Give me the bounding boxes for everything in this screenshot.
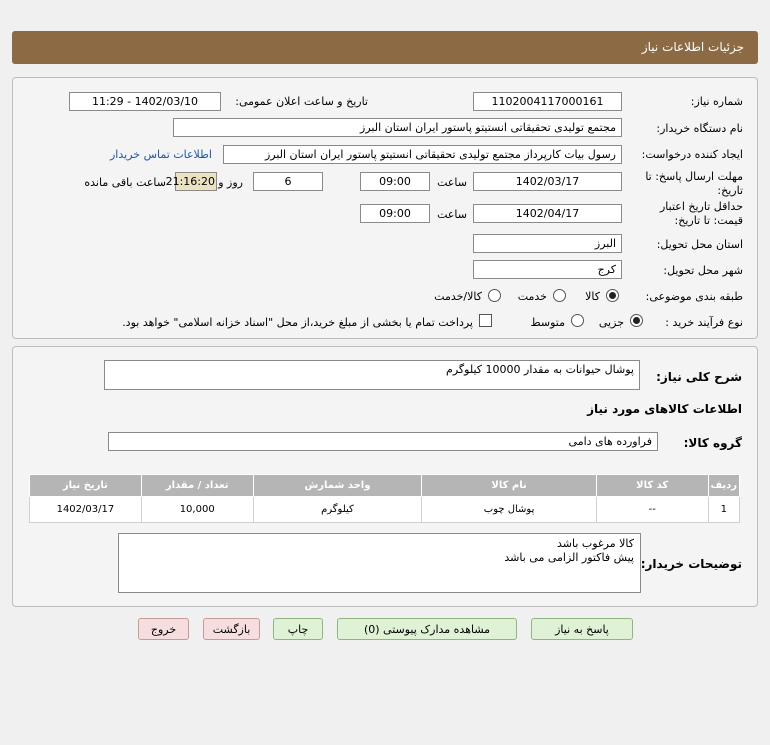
creator-field: رسول بیات کارپرداز مجتمع تولیدی تحقیقاتی انستیتو پاستور ایران استان البرز bbox=[223, 145, 622, 164]
city-label: شهر محل تحویل: bbox=[663, 264, 743, 277]
validity-date-field: 1402/04/17 bbox=[473, 204, 622, 223]
summary-field: پوشال حیوانات به مقدار 10000 کیلوگرم bbox=[104, 360, 640, 390]
need-number-field: 1102004117000161 bbox=[473, 92, 622, 111]
col-unit-header: واحد شمارش bbox=[253, 475, 422, 497]
treasury-payment-note: پرداخت تمام یا بخشی از مبلغ خرید،از محل "اسناد خزانه اسلامی" خواهد بود. bbox=[122, 316, 473, 329]
buyer-notes-line-2: پیش فاکتور الزامی می باشد bbox=[504, 551, 634, 564]
treasury-payment-checkbox[interactable] bbox=[479, 314, 492, 327]
goods-table bbox=[29, 474, 740, 523]
need-number-label: شماره نیاز: bbox=[690, 95, 743, 108]
col-code-header: کد کالا bbox=[596, 475, 708, 497]
page-header bbox=[12, 31, 758, 64]
remaining-time-field: 21:16:20 bbox=[175, 172, 217, 191]
announce-label: تاریخ و ساعت اعلان عمومی: bbox=[235, 95, 368, 108]
col-date-header: تاریخ نیاز bbox=[30, 475, 142, 497]
validity-time-field: 09:00 bbox=[360, 204, 430, 223]
col-row-header: ردیف bbox=[708, 475, 739, 497]
goods-table-header bbox=[30, 475, 740, 497]
category-goods-radio[interactable] bbox=[606, 289, 619, 302]
process-medium-radio[interactable] bbox=[571, 314, 584, 327]
validity-label-line2: قیمت: تا تاریخ: bbox=[674, 214, 743, 227]
process-label: نوع فرآیند خرید : bbox=[665, 316, 743, 329]
validity-time-label: ساعت bbox=[437, 208, 467, 221]
province-label: استان محل تحویل: bbox=[656, 238, 743, 251]
print-button[interactable]: چاپ bbox=[273, 618, 323, 640]
days-label: روز و bbox=[218, 176, 243, 189]
row-number-cell: 1 bbox=[708, 497, 739, 523]
attachments-button[interactable]: مشاهده مدارک پیوستی (0) bbox=[337, 618, 517, 640]
category-service-radio[interactable] bbox=[553, 289, 566, 302]
province-field: البرز bbox=[473, 234, 622, 253]
buyer-label: نام دستگاه خریدار: bbox=[656, 122, 743, 135]
quantity-cell: 10,000 bbox=[141, 497, 253, 523]
category-label: طبقه بندی موضوعی: bbox=[645, 290, 743, 303]
process-minor-label: جزیی bbox=[598, 316, 624, 329]
category-goods-service-radio[interactable] bbox=[488, 289, 501, 302]
announce-datetime-field: 1402/03/10 - 11:29 bbox=[69, 92, 221, 111]
goods-group-field: فراورده های دامی bbox=[108, 432, 658, 451]
need-date-cell: 1402/03/17 bbox=[30, 497, 142, 523]
buyer-notes-label: توضیحات خریدار: bbox=[640, 557, 742, 571]
validity-label-line1: حداقل تاریخ اعتبار bbox=[659, 200, 743, 213]
creator-label: ایجاد کننده درخواست: bbox=[641, 148, 743, 161]
buyer-notes-line-1: کالا مرغوب باشد bbox=[556, 537, 634, 550]
category-goods-service-label: کالا/خدمت bbox=[434, 290, 482, 303]
table-row bbox=[30, 497, 740, 523]
summary-label: شرح کلی نیاز: bbox=[656, 370, 742, 384]
unit-cell: کیلوگرم bbox=[253, 497, 422, 523]
deadline-label: مهلت ارسال پاسخ: تا تاریخ: bbox=[645, 170, 743, 197]
days-remaining-field: 6 bbox=[253, 172, 323, 191]
col-quantity-header: تعداد / مقدار bbox=[141, 475, 253, 497]
reply-button[interactable]: پاسخ به نیاز bbox=[531, 618, 633, 640]
page-title: جزئیات اطلاعات نیاز bbox=[641, 40, 744, 54]
goods-info-title: اطلاعات کالاهای مورد نیاز bbox=[587, 402, 742, 416]
category-goods-label: کالا bbox=[585, 290, 600, 303]
buyer-field: مجتمع تولیدی تحقیقاتی انستیتو پاستور ایران استان البرز bbox=[173, 118, 622, 137]
goods-name-cell: پوشال چوب bbox=[422, 497, 596, 523]
goods-code-cell: -- bbox=[596, 497, 708, 523]
remaining-label: ساعت باقی مانده bbox=[84, 176, 166, 189]
exit-button[interactable]: خروج bbox=[138, 618, 189, 640]
deadline-time-field: 09:00 bbox=[360, 172, 430, 191]
buyer-contact-link[interactable]: اطلاعات تماس خریدار bbox=[110, 148, 212, 161]
back-button[interactable]: بازگشت bbox=[203, 618, 260, 640]
col-name-header: نام کالا bbox=[422, 475, 596, 497]
city-field: کرج bbox=[473, 260, 622, 279]
goods-group-label: گروه کالا: bbox=[683, 436, 742, 450]
buyer-notes-field bbox=[118, 533, 641, 593]
process-medium-label: متوسط bbox=[530, 316, 565, 329]
deadline-date-field: 1402/03/17 bbox=[473, 172, 622, 191]
deadline-time-label: ساعت bbox=[437, 176, 467, 189]
process-minor-radio[interactable] bbox=[630, 314, 643, 327]
category-service-label: خدمت bbox=[517, 290, 547, 303]
